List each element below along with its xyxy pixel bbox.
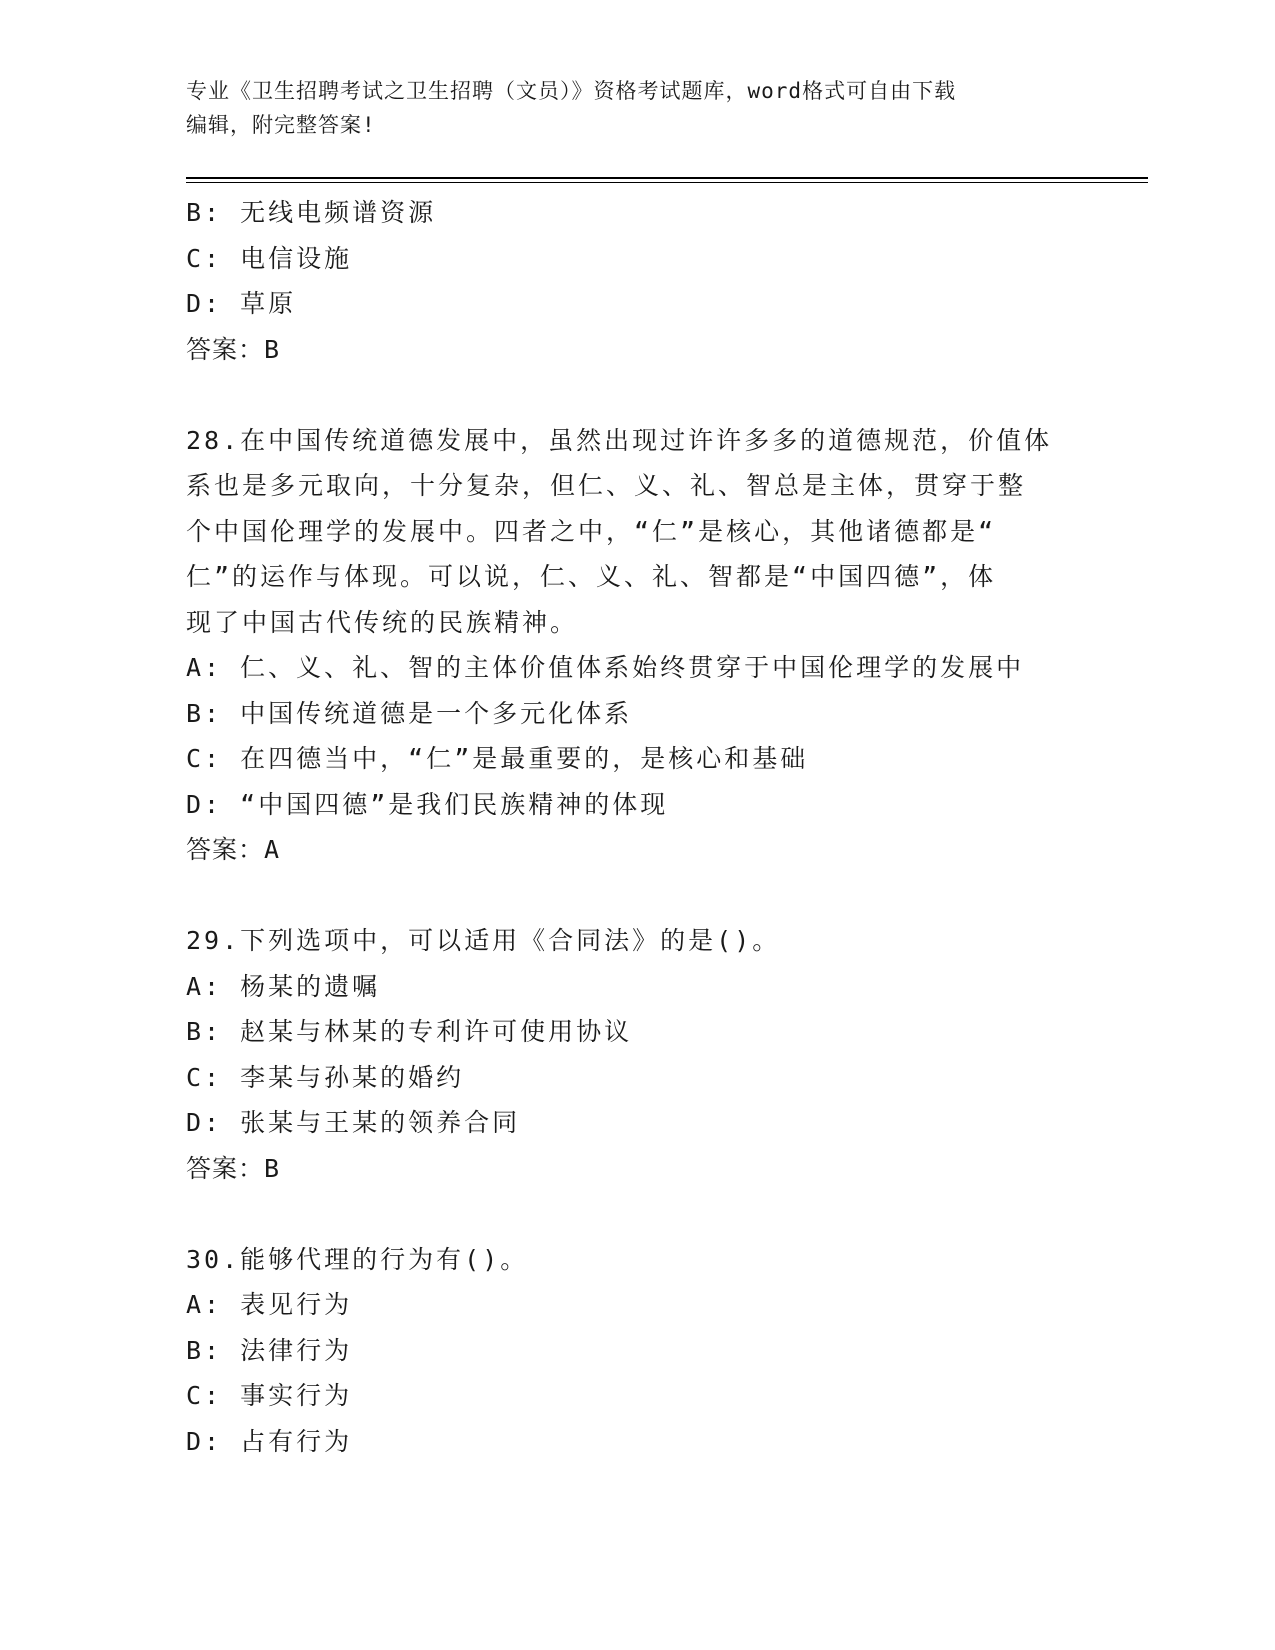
option-d: D: 张某与王某的领养合同 — [186, 1108, 521, 1137]
option-c: C: 电信设施 — [186, 243, 353, 273]
question-29 — [186, 918, 1086, 1191]
question-stem-line: 现了中国古代传统的民族精神。 — [186, 607, 579, 637]
option-b: B: 无线电频谱资源 — [186, 198, 437, 227]
question-stem-line: 系也是多元取向，十分复杂，但仁、义、礼、智总是主体，贯穿于整 — [186, 471, 1027, 500]
header-line-2: 编辑，附完整答案! — [186, 113, 376, 137]
option-a: A: 表见行为 — [186, 1290, 353, 1319]
question-stem-line: 仁”的运作与体现。可以说，仁、义、礼、智都是“中国四德”，体 — [186, 562, 997, 591]
header-divider-thick — [186, 177, 1148, 179]
spacer — [186, 372, 1086, 418]
option-b: B: 赵某与林某的专利许可使用协议 — [186, 1017, 633, 1046]
option-d: D: 占有行为 — [186, 1426, 353, 1456]
spacer — [186, 873, 1086, 919]
option-c: C: 事实行为 — [186, 1381, 353, 1410]
question-stem: 29.下列选项中，可以适用《合同法》的是()。 — [186, 926, 781, 955]
question-stem-line: 28.在中国传统道德发展中，虽然出现过许许多多的道德规范，价值体 — [186, 425, 1053, 455]
spacer — [186, 1191, 1086, 1237]
answer: 答案：B — [186, 334, 281, 364]
option-a: A: 仁、义、礼、智的主体价值体系始终贯穿于中国伦理学的发展中 — [186, 653, 1025, 682]
question-30 — [186, 1237, 1086, 1465]
answer: 答案：A — [186, 835, 281, 864]
answer: 答案：B — [186, 1153, 281, 1183]
header-divider-thin — [186, 182, 1148, 183]
question-list — [186, 190, 1086, 1464]
question-stem-line: 个中国伦理学的发展中。四者之中，“仁”是核心，其他诸德都是“ — [186, 516, 997, 546]
option-b: B: 法律行为 — [186, 1335, 353, 1365]
option-c: C: 在四德当中，“仁”是最重要的，是核心和基础 — [186, 744, 809, 773]
document-header — [186, 74, 1086, 142]
option-d: D: 草原 — [186, 289, 297, 318]
question-28 — [186, 418, 1086, 873]
option-d: D: “中国四德”是我们民族精神的体现 — [186, 789, 669, 819]
question-27-continued — [186, 190, 1086, 372]
header-line-1: 专业《卫生招聘考试之卫生招聘（文员）》资格考试题库，word格式可自由下载 — [186, 79, 957, 103]
option-a: A: 杨某的遗嘱 — [186, 971, 381, 1001]
option-b: B: 中国传统道德是一个多元化体系 — [186, 698, 633, 728]
question-stem: 30.能够代理的行为有()。 — [186, 1244, 529, 1274]
option-c: C: 李某与孙某的婚约 — [186, 1062, 465, 1092]
